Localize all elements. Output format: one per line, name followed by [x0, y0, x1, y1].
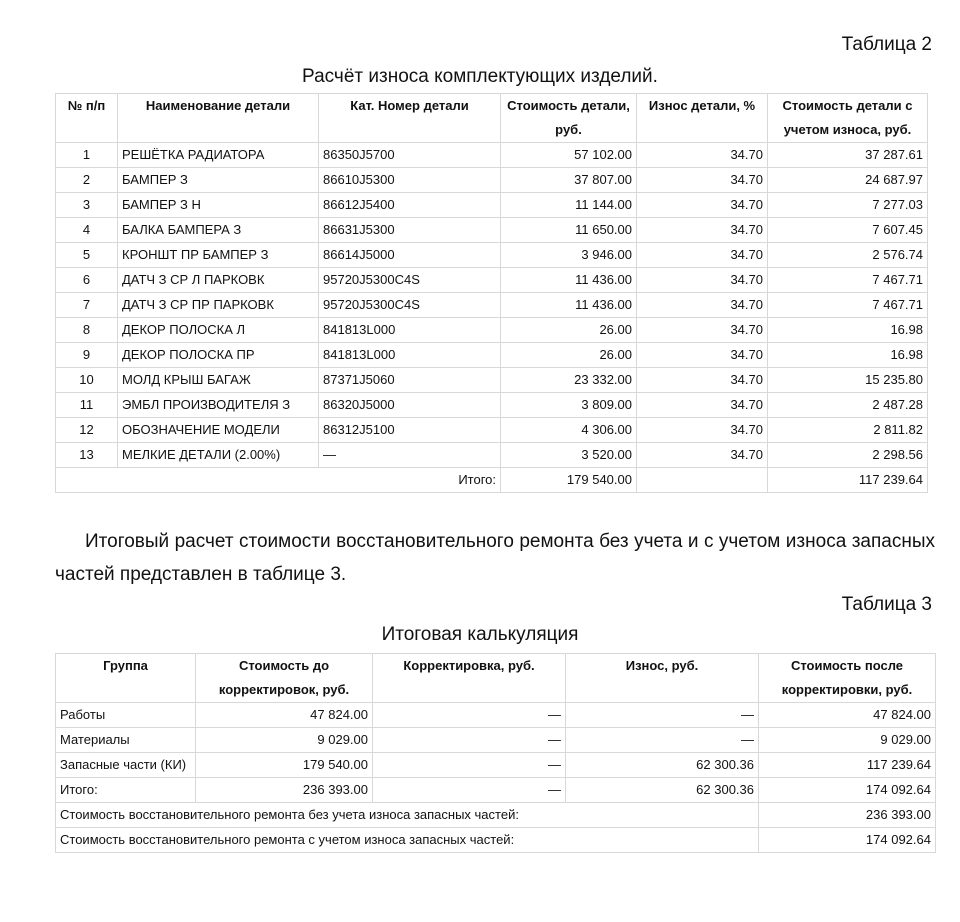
- table-row: [56, 293, 928, 318]
- summary-value: 174 092.64: [759, 828, 936, 853]
- table-cell: 62 300.36: [566, 753, 759, 778]
- table-row: [56, 418, 928, 443]
- table3-label: Таблица 3: [841, 594, 932, 615]
- table-cell: Итого:: [56, 778, 196, 803]
- table-cell: 57 102.00: [501, 143, 637, 168]
- table-row: [56, 143, 928, 168]
- table-row: [56, 393, 928, 418]
- table-cell: 86350J5700: [319, 143, 501, 168]
- table-cell: 34.70: [637, 268, 768, 293]
- total-cost-with-wear: 117 239.64: [768, 468, 928, 493]
- table-row: [56, 703, 936, 728]
- table-cell: 11 650.00: [501, 218, 637, 243]
- table-cell: 37 807.00: [501, 168, 637, 193]
- table-cell: 95720J5300C4S: [319, 293, 501, 318]
- table-cell: 7 607.45: [768, 218, 928, 243]
- column-header: Стоимость детали, руб.: [501, 94, 637, 143]
- table-cell: 3 520.00: [501, 443, 637, 468]
- table-cell: 86610J5300: [319, 168, 501, 193]
- table-row: [56, 343, 928, 368]
- table-cell: 117 239.64: [759, 753, 936, 778]
- column-header: Износ, руб.: [566, 654, 759, 703]
- table-cell: 841813L000: [319, 343, 501, 368]
- column-header: Наименование детали: [118, 94, 319, 143]
- empty-cell: [637, 468, 768, 493]
- table-cell: 3 946.00: [501, 243, 637, 268]
- table-cell: БАМПЕР З: [118, 168, 319, 193]
- summary-paragraph: Итоговый расчет стоимости восстановительного ремонта без учета и с учетом износа запасных частей представлен в таблице 3.: [55, 531, 935, 585]
- table-row: [56, 778, 936, 803]
- table-cell: ЭМБЛ ПРОИЗВОДИТЕЛЯ З: [118, 393, 319, 418]
- table-cell: 34.70: [637, 343, 768, 368]
- table-cell: 9 029.00: [196, 728, 373, 753]
- table-cell: 47 824.00: [759, 703, 936, 728]
- table-cell: 11 436.00: [501, 268, 637, 293]
- table-cell: РЕШЁТКА РАДИАТОРА: [118, 143, 319, 168]
- table-cell: —: [373, 753, 566, 778]
- table-row: [56, 193, 928, 218]
- table-cell: 86631J5300: [319, 218, 501, 243]
- table2-label: Таблица 2: [841, 34, 932, 55]
- table-cell: 3 809.00: [501, 393, 637, 418]
- table-cell: 34.70: [637, 368, 768, 393]
- summary-row: [56, 803, 936, 828]
- summary-label: Стоимость восстановительного ремонта без учета износа запасных частей:: [56, 803, 759, 828]
- table-cell: ДЕКОР ПОЛОСКА Л: [118, 318, 319, 343]
- table-row: [56, 268, 928, 293]
- table-cell: 95720J5300C4S: [319, 268, 501, 293]
- table-cell: 86612J5400: [319, 193, 501, 218]
- table-cell: 47 824.00: [196, 703, 373, 728]
- column-header: Стоимость после корректировки, руб.: [759, 654, 936, 703]
- total-cost: 179 540.00: [501, 468, 637, 493]
- table-cell: 37 287.61: [768, 143, 928, 168]
- table-cell: 11: [56, 393, 118, 418]
- table-cell: 3: [56, 193, 118, 218]
- table2-title: Расчёт износа комплектующих изделий.: [302, 66, 658, 87]
- table-cell: 2 298.56: [768, 443, 928, 468]
- table-cell: 26.00: [501, 343, 637, 368]
- table-cell: 11 144.00: [501, 193, 637, 218]
- table-cell: ДАТЧ З СР Л ПАРКОВК: [118, 268, 319, 293]
- table-cell: БАЛКА БАМПЕРА З: [118, 218, 319, 243]
- table-cell: 16.98: [768, 343, 928, 368]
- table-cell: —: [566, 703, 759, 728]
- table-cell: ОБОЗНАЧЕНИЕ МОДЕЛИ: [118, 418, 319, 443]
- table-cell: 5: [56, 243, 118, 268]
- table-cell: 2 576.74: [768, 243, 928, 268]
- table-row: [56, 753, 936, 778]
- summary-value: 236 393.00: [759, 803, 936, 828]
- table-cell: 16.98: [768, 318, 928, 343]
- table-cell: 34.70: [637, 293, 768, 318]
- table-cell: 2 811.82: [768, 418, 928, 443]
- summary-row: [56, 828, 936, 853]
- table-cell: 179 540.00: [196, 753, 373, 778]
- table-cell: 11 436.00: [501, 293, 637, 318]
- table-cell: 62 300.36: [566, 778, 759, 803]
- column-header: № п/п: [56, 94, 118, 143]
- table-cell: 86320J5000: [319, 393, 501, 418]
- table-cell: 15 235.80: [768, 368, 928, 393]
- table-cell: —: [373, 703, 566, 728]
- table-header-row: [56, 94, 928, 143]
- column-header: Стоимость детали с учетом износа, руб.: [768, 94, 928, 143]
- table-cell: 841813L000: [319, 318, 501, 343]
- table-cell: 86614J5000: [319, 243, 501, 268]
- table-cell: 34.70: [637, 393, 768, 418]
- table-cell: 34.70: [637, 443, 768, 468]
- table-cell: БАМПЕР З Н: [118, 193, 319, 218]
- column-header: Стоимость до корректировок, руб.: [196, 654, 373, 703]
- table-cell: —: [566, 728, 759, 753]
- table-cell: 1: [56, 143, 118, 168]
- table-cell: Работы: [56, 703, 196, 728]
- table-cell: 24 687.97: [768, 168, 928, 193]
- column-header: Кат. Номер детали: [319, 94, 501, 143]
- table-cell: Материалы: [56, 728, 196, 753]
- column-header: Группа: [56, 654, 196, 703]
- table-cell: 174 092.64: [759, 778, 936, 803]
- table-cell: 4 306.00: [501, 418, 637, 443]
- table-cell: 26.00: [501, 318, 637, 343]
- table-row: [56, 243, 928, 268]
- table-cell: 23 332.00: [501, 368, 637, 393]
- table-cell: 8: [56, 318, 118, 343]
- table-cell: 9 029.00: [759, 728, 936, 753]
- table-cell: 13: [56, 443, 118, 468]
- table-row: [56, 728, 936, 753]
- table-cell: МЕЛКИЕ ДЕТАЛИ (2.00%): [118, 443, 319, 468]
- table-cell: 34.70: [637, 168, 768, 193]
- table-row: [56, 368, 928, 393]
- table-cell: МОЛД КРЫШ БАГАЖ: [118, 368, 319, 393]
- table-cell: 7 467.71: [768, 268, 928, 293]
- table-row: [56, 168, 928, 193]
- table-cell: 7 277.03: [768, 193, 928, 218]
- table-cell: 34.70: [637, 243, 768, 268]
- table-cell: 7: [56, 293, 118, 318]
- table-cell: ДАТЧ З СР ПР ПАРКОВК: [118, 293, 319, 318]
- table3-title: Итоговая калькуляция: [381, 624, 579, 645]
- column-header: Корректировка, руб.: [373, 654, 566, 703]
- table-header-row: [56, 654, 936, 703]
- table-cell: 34.70: [637, 193, 768, 218]
- table-cell: 86312J5100: [319, 418, 501, 443]
- table-row: [56, 218, 928, 243]
- table-cell: 34.70: [637, 318, 768, 343]
- total-row: [56, 468, 928, 493]
- parts-wear-table: [55, 93, 928, 493]
- table-cell: 2: [56, 168, 118, 193]
- table-cell: 12: [56, 418, 118, 443]
- table-cell: 4: [56, 218, 118, 243]
- table-cell: —: [373, 778, 566, 803]
- table-cell: 34.70: [637, 143, 768, 168]
- table-cell: 2 487.28: [768, 393, 928, 418]
- column-header: Износ детали, %: [637, 94, 768, 143]
- table-cell: ДЕКОР ПОЛОСКА ПР: [118, 343, 319, 368]
- table-cell: 87371J5060: [319, 368, 501, 393]
- table-cell: 34.70: [637, 218, 768, 243]
- table-cell: 236 393.00: [196, 778, 373, 803]
- table-cell: 7 467.71: [768, 293, 928, 318]
- table-cell: —: [319, 443, 501, 468]
- table-row: [56, 443, 928, 468]
- table-cell: 10: [56, 368, 118, 393]
- table-cell: КРОНШТ ПР БАМПЕР З: [118, 243, 319, 268]
- total-label: Итого:: [56, 468, 501, 493]
- table-cell: 6: [56, 268, 118, 293]
- table-cell: Запасные части (КИ): [56, 753, 196, 778]
- table-cell: 9: [56, 343, 118, 368]
- table-cell: 34.70: [637, 418, 768, 443]
- summary-label: Стоимость восстановительного ремонта с учетом износа запасных частей:: [56, 828, 759, 853]
- table-cell: —: [373, 728, 566, 753]
- table-row: [56, 318, 928, 343]
- final-calculation-table: [55, 653, 936, 853]
